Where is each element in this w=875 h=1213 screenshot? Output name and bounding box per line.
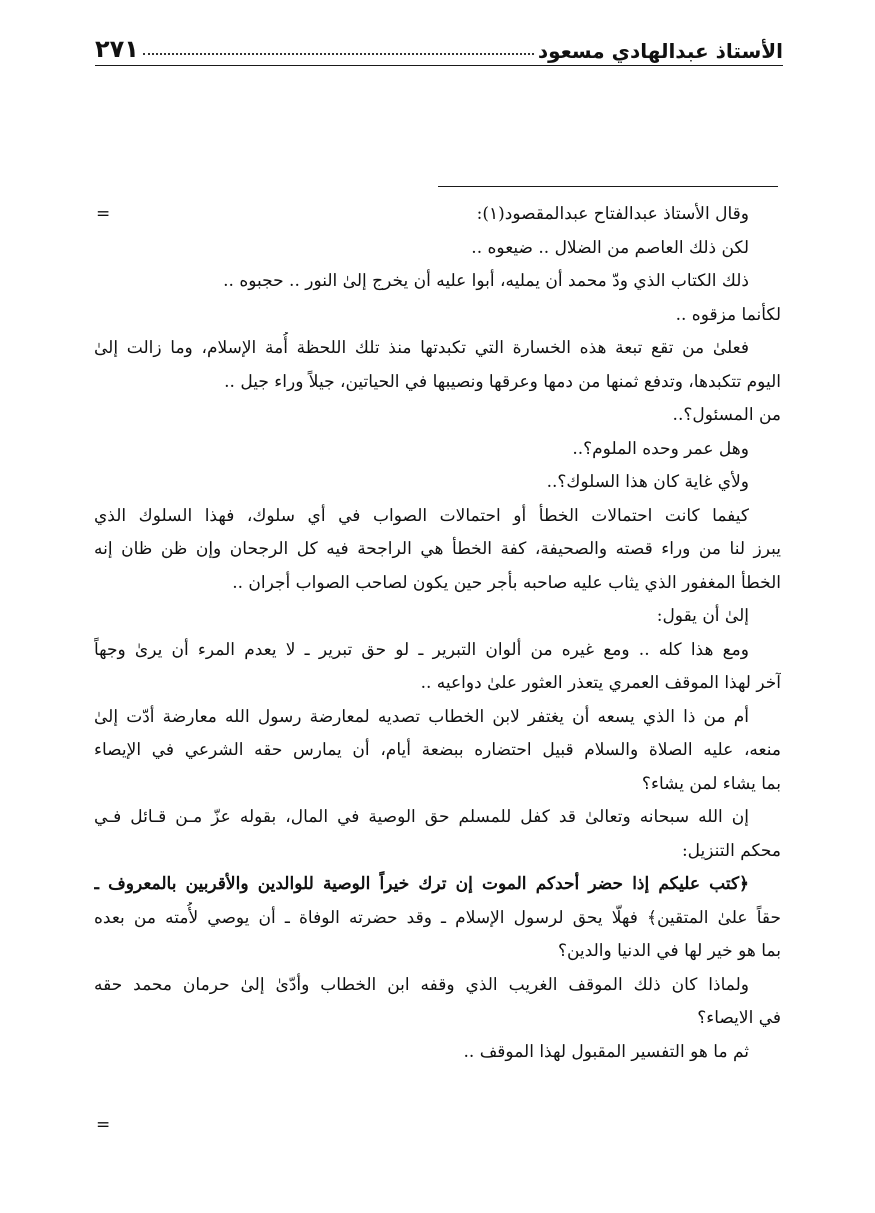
text-line: أم من ذا الذي يسعه أن يغتفر لابن الخطاب تصديه لمعارضة رسول الله معارضة أدّت إلىٰ	[94, 706, 749, 727]
dotted-leader	[143, 53, 534, 55]
continuation-mark-top: =	[96, 204, 111, 224]
text-line: وهل عمر وحده الملوم؟..	[572, 438, 749, 459]
text-line: آخر لهذا الموقف العمري يتعذر العثور علىٰ دواعيه ..	[420, 673, 781, 693]
continuation-mark-bottom: =	[96, 1115, 111, 1135]
text-line: بما يشاء لمن يشاء؟	[641, 773, 781, 794]
text-line: لكأنما مزقوه ..	[675, 304, 781, 325]
footnote-body	[94, 198, 781, 1069]
text-line: إن الله سبحانه وتعالىٰ قد كفل للمسلم حق الوصية في المال، بقوله عزّ مـن قـائل فـي	[94, 807, 749, 827]
running-title: الأستاذ عبدالهادي مسعود	[537, 39, 783, 63]
text-line: وقال الأستاذ عبدالفتاح عبدالمقصود(١):	[476, 204, 749, 224]
text-line: في الايصاء؟	[697, 1008, 781, 1028]
text-line: اليوم تتكبدها، وتدفع ثمنها من دمها وعرقها ونصيبها في الحياتين، جيلاً وراء جيل ..	[224, 371, 781, 392]
footnote-separator	[438, 186, 778, 187]
text-line: بما هو خير لها في الدنيا والدين؟	[557, 941, 781, 961]
text-line: ومع هذا كله .. ومع غيره من ألوان التبرير ـ لو حق تبرير ـ لا يعدم المرء أن يرىٰ وجهاً	[94, 639, 749, 660]
text-line: الخطأ المغفور الذي يثاب عليه صاحبه بأجر حين يكون لصاحب الصواب أجران ..	[232, 572, 781, 593]
text-line: ولماذا كان ذلك الموقف الغريب الذي وقفه ابن الخطاب وأدّىٰ إلىٰ حرمان محمد حقه	[94, 974, 749, 995]
text-line: إلىٰ أن يقول:	[656, 606, 749, 626]
text-line: من المسئول؟..	[672, 405, 781, 425]
running-header	[95, 30, 783, 66]
text-line: محكم التنزيل:	[681, 840, 781, 861]
text-line: فعلىٰ من تقع تبعة هذه الخسارة التي تكبدتها منذ تلك اللحظة أُمة الإسلام، وما زالت إلىٰ	[94, 338, 749, 358]
text-line: ثم ما هو التفسير المقبول لهذا الموقف ..	[463, 1041, 749, 1062]
text-line: حقاً علىٰ المتقين﴾ فهلّا يحق لرسول الإسلام ـ وقد حضرته الوفاة ـ أن يوصي لأُمته من بعده	[94, 907, 781, 928]
page-number: ٢٧١	[95, 35, 139, 63]
text-line: منعه، عليه الصلاة والسلام قبيل احتضاره ببضعة أيام، أن يمارس حقه الشرعي في الإيصاء	[94, 740, 781, 760]
text-line: ولأي غاية كان هذا السلوك؟..	[546, 472, 749, 492]
text-line: كيفما كانت احتمالات الخطأ أو احتمالات الصواب في أي سلوك، فهذا السلوك الذي	[94, 505, 749, 526]
quran-verse-line: ﴿كتب عليكم إذا حضر أحدكم الموت إن ترك خيراً الوصية للوالدين والأقربين بالمعروف ـ	[94, 874, 749, 894]
text-line: يبرز لنا من وراء قصته والصحيفة، كفة الخطأ هي الراجحة فيه كل الرجحان وإن ظن ظان إنه	[94, 539, 781, 559]
text-line: لكن ذلك العاصم من الضلال .. ضيعوه ..	[471, 237, 749, 258]
text-line: ذلك الكتاب الذي ودّ محمد أن يمليه، أبوا عليه أن يخرج إلىٰ النور .. حجبوه ..	[223, 271, 749, 291]
